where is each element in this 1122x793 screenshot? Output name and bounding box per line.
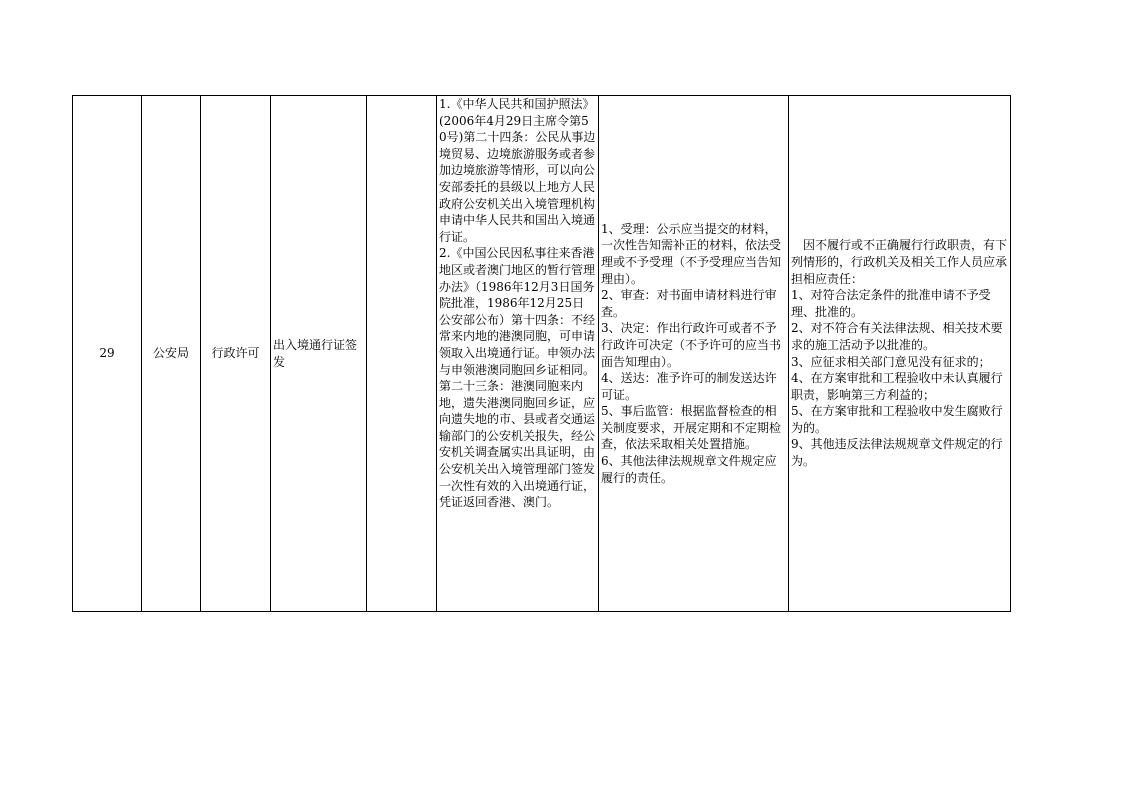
responsibility-flow-cell [599, 96, 789, 612]
flow-step: 4、送达：准予许可的制发送达许可证。 [601, 371, 777, 402]
responsibility-table [72, 95, 1011, 612]
item-name-cell: 出入境通行证签发 [271, 96, 367, 612]
flow-step: 2、审查：对书面申请材料进行审查。 [601, 288, 777, 319]
department-cell: 公安局 [142, 96, 201, 612]
legal-basis-paragraph: 第二十三条：港澳同胞来内地，遗失港澳同胞回乡证，应向遗失地的市、县或者交通运输部门的公安机关报失，经公安机关调查属实出具证明，由公安机关出入境管理部门签发一次性有效的入出境通行证，凭证返回香港、澳门。 [439, 379, 596, 510]
accountability-item: 2、对不符合有关法律法规、相关技术要求的施工活动予以批准的。 [791, 321, 1003, 352]
accountability-item: 4、在方案审批和工程验收中未认真履行职责，影响第三方利益的； [791, 371, 1003, 402]
accountability-intro: 因不履行或不正确履行行政职责，有下列情形的，行政机关及相关工作人员应承担相应责任： [791, 238, 1008, 286]
flow-step: 5、事后监管：根据监督检查的相关制度要求，开展定期和不定期检查，依法采取相关处置措施。 [601, 404, 782, 452]
accountability-item: 5、在方案审批和工程验收中发生腐败行为的。 [791, 404, 1003, 435]
legal-basis-cell [437, 96, 599, 612]
accountability-item: 3、应征求相关部门意见没有征求的； [791, 354, 991, 369]
flow-step: 6、其他法律法规规章文件规定应履行的责任。 [601, 454, 777, 485]
accountability-item: 1、对符合法定条件的批准申请不予受理、批准的。 [791, 288, 991, 319]
category-cell: 行政许可 [201, 96, 271, 612]
empty-cell [367, 96, 437, 612]
flow-step: 1、受理：公示应当提交的材料，一次性告知需补正的材料，依法受理或不予受理（不予受理应当告知理由）。 [601, 221, 782, 286]
legal-basis-paragraph: 2.《中国公民因私事往来香港地区或者澳门地区的暂行管理办法》（1986年12月3日国务院批准，1986年12月25日公安部公布）第十四条：不经常来内地的港澳同胞，可申请领取入出境通行证。申领办法与申领港澳同胞回乡证相同。 [439, 246, 596, 377]
table-row [73, 96, 1011, 612]
row-number: 29 [73, 96, 142, 612]
accountability-item: 9、其他违反法律法规规章文件规定的行为。 [791, 437, 1003, 469]
flow-step: 3、决定：作出行政许可或者不予行政许可决定（不予许可的应当书面告知理由）。 [601, 321, 782, 369]
accountability-cell [789, 96, 1011, 612]
legal-basis-paragraph: 1.《中华人民共和国护照法》(2006年4月29日主席令第50号)第二十四条：公民从事边境贸易、边境旅游服务或者参加边境旅游等情形，可以向公安部委托的县级以上地方人民政府公安机关出入境管理机构申请中华人民共和国出入境通行证。 [439, 97, 596, 244]
